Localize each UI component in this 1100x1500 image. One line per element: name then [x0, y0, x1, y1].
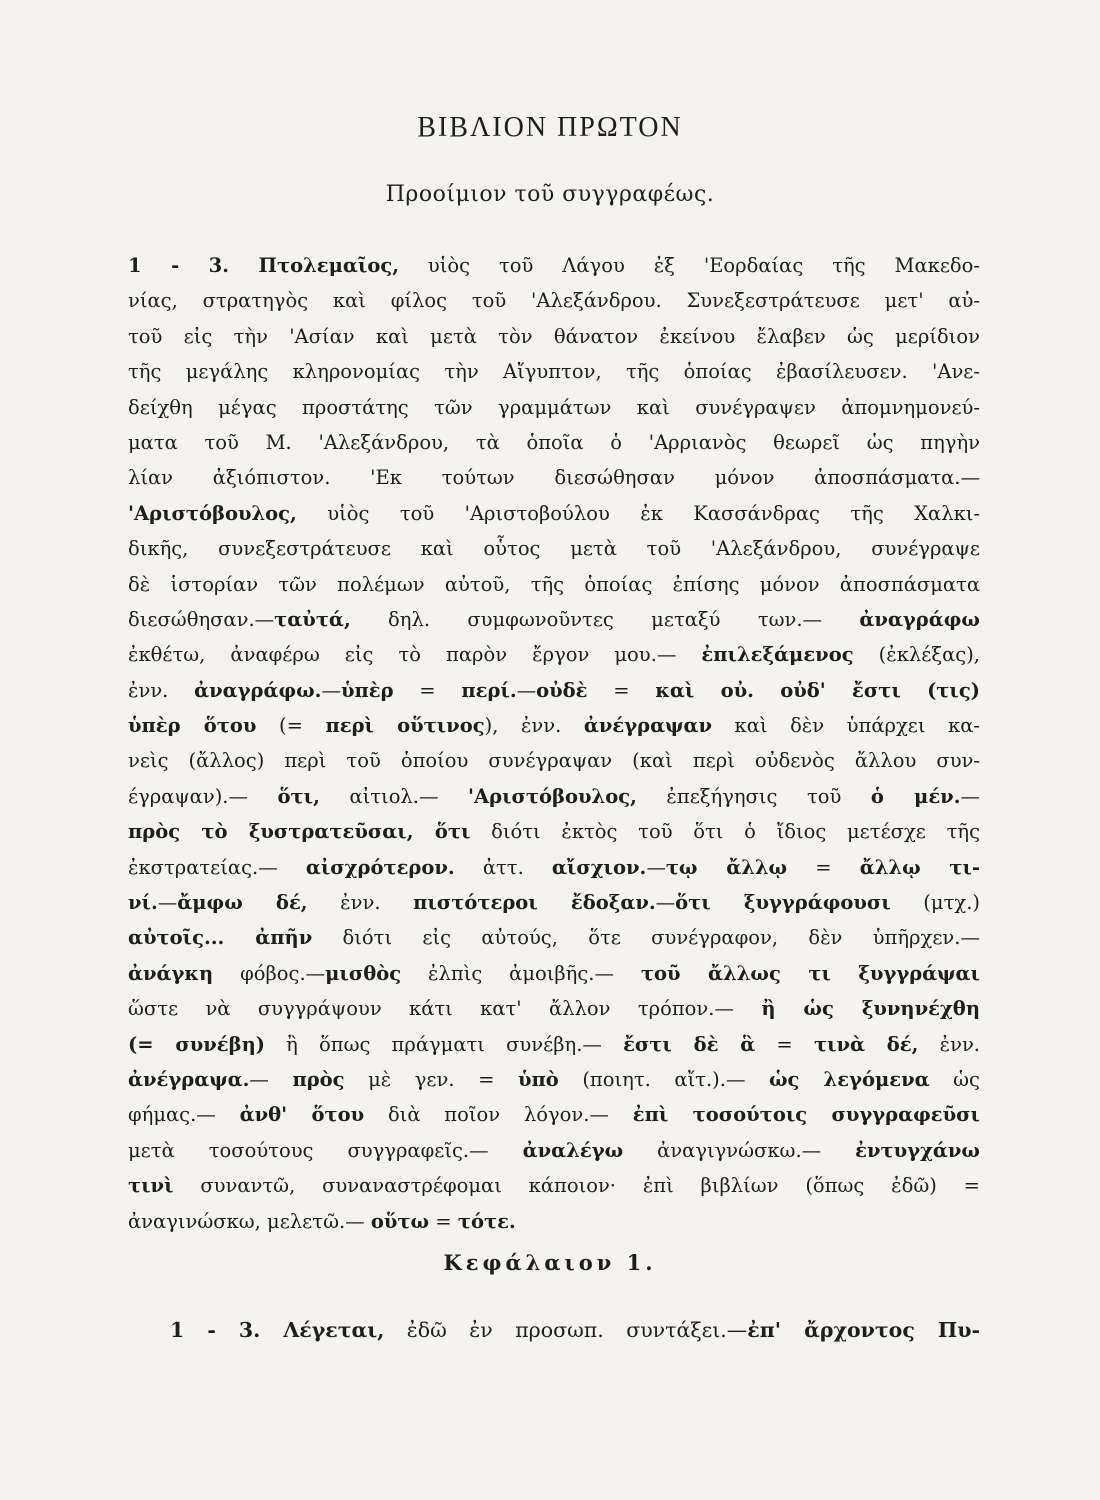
commentary-line: 1 - 3. Λέγεται, ἐδῶ ἐν προσωπ. συντάξει.—ἐπ' ἄρχοντος Πυ- — [170, 1318, 980, 1342]
commentary-line: δὲ ἱστορίαν τῶν πολέμων αὐτοῦ, τῆς ὁποίας ἐπίσης μόνον ἀποσπάσματα — [128, 572, 980, 596]
commentary-line: έγραψαν).— ὅτι, αἰτιολ.— 'Αριστόβουλος, ἐπεξήγησις τοῦ ὁ μέν.— — [128, 784, 980, 808]
chapter-commentary — [170, 1318, 980, 1342]
commentary-line: φήμας.— ἀνθ' ὅτου διὰ ποῖον λόγον.— ἐπὶ τοσούτοις συγγραφεῦσι — [128, 1103, 980, 1127]
commentary-line: (= συνέβη) ἢ ὅπως πράγματι συνέβη.— ἔστι δὲ ἃ = τινὰ δέ, ἐνν. — [128, 1032, 980, 1056]
commentary-line: 1 - 3. Πτολεμαῖος, υἱὸς τοῦ Λάγου ἐξ 'Εορδαίας τῆς Μακεδο- — [128, 254, 980, 277]
commentary-line: δικῆς, συνεξεστράτευσε καὶ οὗτος μετὰ τοῦ 'Αλεξάνδρου, συνέγραψε — [128, 537, 980, 561]
commentary-line: ἐνν. ἀναγράφω.—ὑπὲρ = περί.—οὐδὲ = καὶ οὐ. οὐδ' ἔστι (τις) — [128, 678, 980, 702]
commentary-line: 'Αριστόβουλος, υἱὸς τοῦ 'Αριστοβούλου ἐκ Κασσάνδρας τῆς Χαλκι- — [128, 501, 980, 525]
book-title: ΒΙΒΛΙΟΝ ΠΡΩΤΟΝ — [417, 112, 683, 143]
commentary-line: ἀναγινώσκω, μελετῶ.— οὕτω = τότε. — [128, 1209, 516, 1233]
commentary-line: δείχθη μέγας προστάτης τῶν γραμμάτων καὶ συνέγραψεν ἀπομνημονεύ- — [128, 395, 980, 419]
commentary-line: ὥστε νὰ συγγράψουν κάτι κατ' ἄλλον τρόπον.— ἢ ὡς ξυνηνέχθη — [128, 997, 980, 1021]
commentary-line: νεὶς (ἄλλος) περὶ τοῦ ὁποίου συνέγραψαν (καὶ περὶ οὐδενὸς ἄλλου συν- — [128, 749, 980, 773]
commentary-line: μετὰ τοσούτους συγγραφεῖς.— ἀναλέγω ἀναγιγνώσκω.— ἐντυγχάνω — [128, 1138, 980, 1162]
chapter-title: Κεφάλαιον 1. — [443, 1250, 657, 1275]
commentary-line: αὐτοῖς... ἀπῆν διότι εἰς αὐτούς, ὅτε συνέγραφον, δὲν ὑπῆρχεν.— — [128, 926, 980, 950]
commentary-line: λίαν ἀξιόπιστον. 'Εκ τούτων διεσώθησαν μόνον ἀποσπάσματα.— — [128, 466, 980, 490]
commentary-line: νί.—ἄμφω δέ, ἐνν. πιστότεροι ἔδοξαν.—ὅτι ξυγγράφουσι (μτχ.) — [128, 891, 980, 915]
commentary-line: ματα τοῦ Μ. 'Αλεξάνδρου, τὰ ὁποῖα ὁ 'Αρριανὸς θεωρεῖ ὡς πηγὴν — [128, 430, 980, 454]
commentary-line: πρὸς τὸ ξυστρατεῦσαι, ὅτι διότι ἐκτὸς τοῦ ὅτι ὁ ἴδιος μετέσχε τῆς — [128, 820, 980, 844]
commentary-line: τῆς μεγάλης κληρονομίας τὴν Αἴγυπτον, τῆς ὁποίας ἐβασίλευσεν. 'Ανε- — [128, 360, 980, 384]
preface-commentary — [128, 248, 980, 1239]
commentary-line: τινὶ συναντῶ, συναναστρέφομαι κάποιον· ἐπὶ βιβλίων (ὅπως ἐδῶ) = — [128, 1174, 980, 1198]
commentary-line: τοῦ εἰς τὴν 'Ασίαν καὶ μετὰ τὸν θάνατον ἐκείνου ἔλαβεν ὡς μερίδιον — [128, 324, 980, 348]
commentary-line: διεσώθησαν.—ταὐτά, δηλ. συμφωνοῦντες μεταξύ των.— ἀναγράφω — [128, 607, 980, 631]
commentary-line: ἐκθέτω, ἀναφέρω εἰς τὸ παρὸν ἔργον μου.— ἐπιλεξάμενος (ἐκλέξας), — [128, 643, 980, 667]
commentary-line: ἀνέγραψα.— πρὸς μὲ γεν. = ὑπὸ (ποιητ. αἴτ.).— ὡς λεγόμενα ὡς — [128, 1067, 980, 1091]
commentary-line: ἀνάγκη φόβος.—μισθὸς ἐλπὶς ἀμοιβῆς.— τοῦ ἄλλως τι ξυγγράψαι — [128, 961, 980, 985]
commentary-line: ἐκστρατείας.— αἰσχρότερον. ἀττ. αἴσχιον.—τῳ ἄλλῳ = ἄλλῳ τι- — [128, 855, 980, 879]
preface-title: Προοίμιον τοῦ συγγραφέως. — [385, 182, 715, 207]
commentary-line: νίας, στρατηγὸς καὶ φίλος τοῦ 'Αλεξάνδρου. Συνεξεστράτευσε μετ' αὐ- — [128, 289, 980, 313]
commentary-line: ὑπὲρ ὅτου (= περὶ οὕτινος), ἐνν. ἀνέγραψαν καὶ δὲν ὑπάρχει κα- — [128, 714, 980, 738]
